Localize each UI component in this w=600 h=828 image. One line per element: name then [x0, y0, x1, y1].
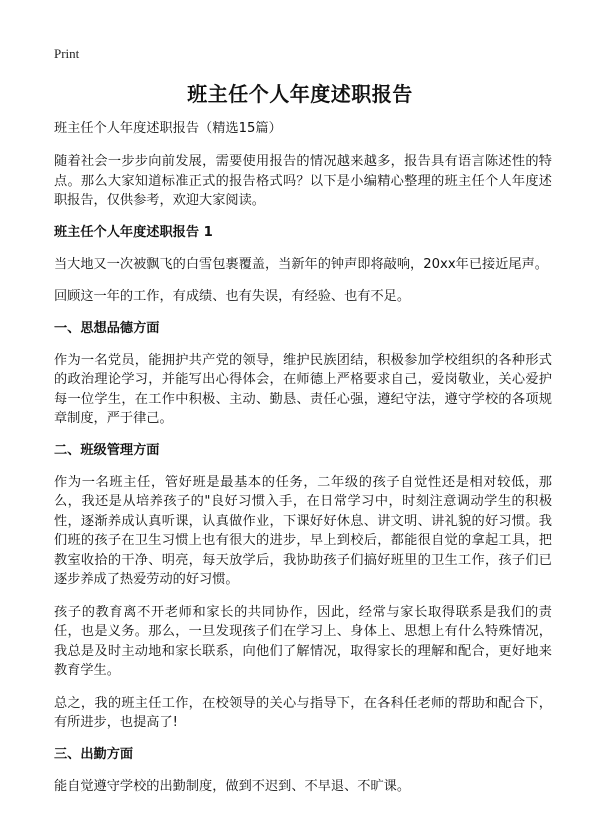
print-link[interactable]: Print: [54, 46, 80, 61]
section-2-paragraph-3: 总之，我的班主任工作，在校领导的关心与指导下，在各科任老师的帮助和配合下，有所进步，也提高了!: [54, 695, 552, 730]
section-3-paragraph: 能自觉遵守学校的出勤制度，做到不迟到、不早退、不旷课。: [54, 778, 411, 794]
page-title: 班主任个人年度述职报告: [187, 82, 413, 106]
report-1-paragraph-2: 回顾这一年的工作，有成绩、也有失误，有经验、也有不足。: [54, 289, 411, 304]
section-2-heading: 二、班级管理方面: [54, 442, 160, 458]
report-1-paragraph-1: 当大地又一次被飘飞的白雪包裹覆盖，当新年的钟声即将敲响，20xx年已接近尾声。: [54, 256, 548, 272]
section-1-paragraph: 作为一名党员，能拥护共产党的领导，维护民族团结，积极参加学校组织的各种形式的政治理论学习，并能写出心得体会，在师德上严格要求自己，爱岗敬业，关心爱护每一位学生，在工作中积极、主动、勤恳、责任心强，遵纪守法，遵守学校的各项规章制度，严于律己。: [54, 352, 552, 426]
intro-paragraph: 随着社会一步步向前发展，需要使用报告的情况越来越多，报告具有语言陈述性的特点。那么大家知道标准正式的报告格式吗？以下是小编精心整理的班主任个人年度述职报告，仅供参考，欢迎大家阅读。: [54, 154, 552, 208]
document-body: [54, 120, 552, 809]
section-1-heading: 一、思想品德方面: [54, 320, 160, 336]
report-1-heading: 班主任个人年度述职报告 1: [54, 224, 213, 240]
section-2-paragraph-1: 作为一名班主任，管好班是最基本的任务，二年级的孩子自觉性还是相对较低，那么，我还是从培养孩子的"良好习惯入手，在日常学习中，时刻注意调动学生的积极性，逐渐养成认真听课，认真做作业，下课好好休息、讲文明、讲礼貌的好习惯。我们班的孩子在卫生习惯上也有很大的进步，早上到校后，都能很自觉的拿起工具，把教室收拾的干净、明亮，每天放学后，我协助孩子们搞好班里的卫生工作，孩子们已逐步养成了热爱劳动的好习惯。: [54, 474, 552, 587]
section-3-heading: 三、出勤方面: [54, 746, 134, 762]
document-subtitle: 班主任个人年度述职报告（精选15篇）: [54, 121, 282, 136]
section-2-paragraph-2: 孩子的教育离不开老师和家长的共同协作，因此，经常与家长取得联系是我们的责任，也是义务。那么，一旦发现孩子们在学习上、身体上、思想上有什么特殊情况，我总是及时主动地和家长联系，向他们了解情况，取得家长的理解和配合，更好地来教育学生。: [54, 604, 552, 678]
